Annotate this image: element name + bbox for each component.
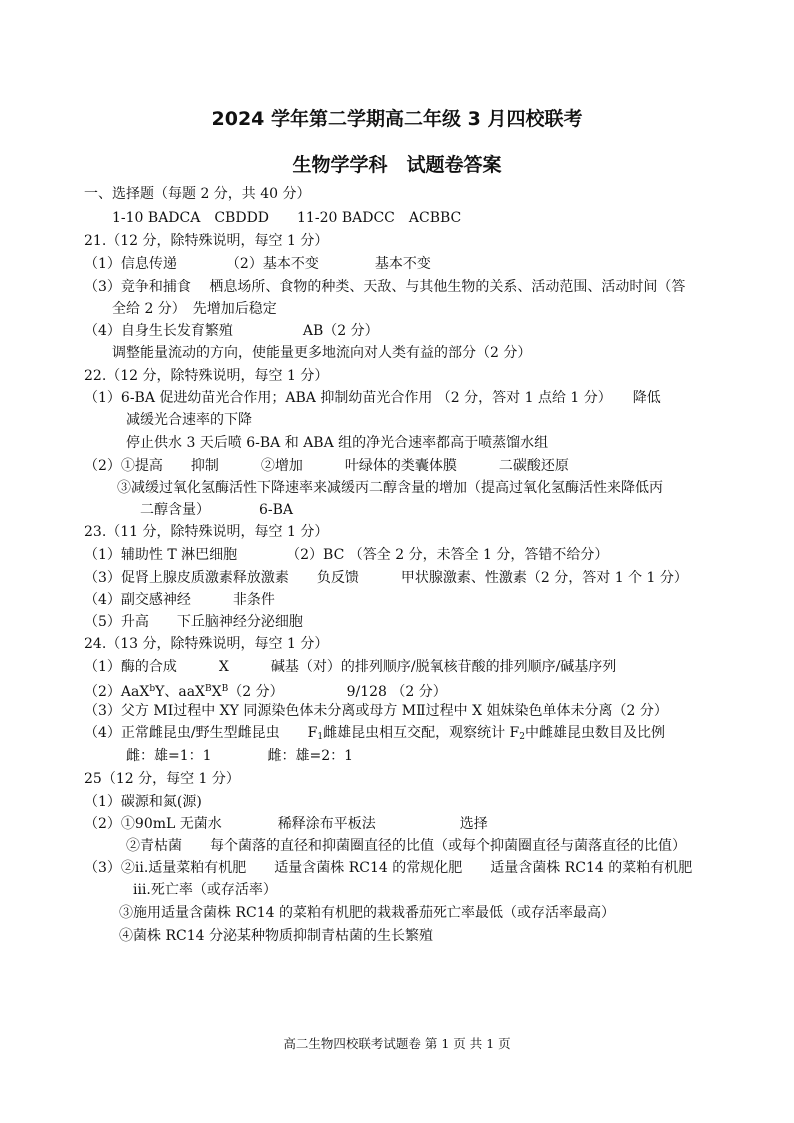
q25-answer-2a: （2）①90mL 无菌水 稀释涂布平板法 选择 [84,816,488,832]
q24-heading: 24.（13 分，除特殊说明，每空 1 分） [84,636,329,652]
q24-4-part: 中雌雄昆虫数目及比例 [524,725,665,741]
q25-heading: 25（12 分，每空 1 分） [84,771,240,787]
q24-4-part: （4）正常雌昆虫/野生型雌昆虫 F [84,725,318,741]
q25-answer-3c: ③施用适量含菌株 RC14 的菜粕有机肥的栽栽番茄死亡率最低（或存活率最高） [119,905,615,921]
page-footer: 高二生物四校联考试题卷 第 1 页 共 1 页 [283,1036,511,1051]
q25-answer-3d: ④菌株 RC14 分泌某种物质抑制青枯菌的生长繁殖 [119,928,433,944]
q24-4-sub: 2 [519,732,525,742]
q24-2-part: （2 分） 9/128 （2 分） [228,684,447,700]
q21-answer-1: （1）信息传递 （2）基本不变 基本不变 [84,256,431,272]
q24-2-sup: b [149,684,156,694]
q24-answer-1: （1）酶的合成 X 碱基（对）的排列顺序/脱氧核苷酸的排列顺序/碱基序列 [84,659,617,675]
section-choice-heading: 一、选择题（每题 2 分，共 40 分） [84,186,311,202]
q25-answer-1: （1）碳源和氮(源) [84,794,202,810]
q23-answer-5: （5）升高 下丘脑神经分泌细胞 [84,614,303,630]
document-title: 2024 学年第二学期高二年级 3 月四校联考 [211,108,583,130]
q23-answer-3: （3）促肾上腺皮质激素释放激素 负反馈 甲状腺激素、性激素（2 分，答对 1 个 1 分） [84,570,688,586]
q24-answer-2 [84,679,724,702]
q25-answer-3b: ⅲ.死亡率（或存活率） [133,882,277,898]
q21-answer-3b: 全给 2 分） 先增加后稳定 [112,301,277,317]
q24-answer-3: （3）父方 MⅠ过程中 XY 同源染色体未分离或母方 MⅡ过程中 X 姐妹染色单体未分离（2 分） [84,703,668,719]
document-subtitle: 生物学学科 试题卷答案 [292,154,502,176]
q24-4-sub: 1 [317,732,324,742]
q22-answer-2b: ③减缓过氧化氢酶活性下降速率来减缓丙二醇含量的增加（提高过氧化氢酶活性来降低丙 [117,480,663,496]
q24-4-part: 雌雄昆虫相互交配，观察统计 F [323,725,520,741]
q23-heading: 23.（11 分，除特殊说明，每空 1 分） [84,524,329,540]
q24-2-part: （2）AaX [84,684,150,700]
q22-answer-2c: 二醇含量） 6-BA [140,502,294,518]
q24-2-part: Y、aaX [155,684,206,700]
q22-answer-1a: （1）6-BA 促进幼苗光合作用；ABA 抑制幼苗光合作用 （2 分，答对 1 点给 1 分） 降低 [84,390,661,406]
q22-answer-1c: 停止供水 3 天后喷 6-BA 和 ABA 组的净光合速率都高于喷蒸馏水组 [126,435,549,451]
q24-answer-4 [84,723,724,747]
q25-answer-3a: （3）②ⅱ.适量菜粕有机肥 适量含菌株 RC14 的常规化肥 适量含菌株 RC14 的菜粕有机肥 [84,860,693,876]
q25-answer-2b: ②青枯菌 每个菌落的直径和抑菌圈直径的比值（或每个抑菌圈直径与菌落直径的比值） [126,838,686,854]
q24-answer-4b: 雌：雄=1：1 雌：雄=2：1 [126,748,354,764]
choice-answers: 1-10 BADCA CBDDD 11-20 BADCC ACBBC [112,210,462,226]
q21-answer-4: （4）自身生长发育繁殖 AB（2 分） [84,323,379,339]
q23-answer-4: （4）副交感神经 非条件 [84,592,275,608]
q22-answer-2a: （2）①提高 抑制 ②增加 叶绿体的类囊体膜 二碳酸还原 [84,458,569,474]
q24-2-part: X [211,684,222,700]
q22-answer-1b: 减缓光合速率的下降 [126,412,252,428]
q23-answer-1: （1）辅助性 T 淋巴细胞 （2）BC （答全 2 分，未答全 1 分，答错不给分） [84,547,609,563]
q24-2-sup: B [221,684,229,694]
q24-2-sup: B [205,684,212,694]
q22-heading: 22.（12 分，除特殊说明，每空 1 分） [84,368,329,384]
q21-heading: 21.（12 分，除特殊说明，每空 1 分） [84,233,329,249]
q21-answer-3a: （3）竞争和捕食 栖息场所、食物的种类、天敌、与其他生物的关系、活动范围、活动时间（答 [84,279,686,295]
q21-answer-4b: 调整能量流动的方向，使能量更多地流向对人类有益的部分（2 分） [112,345,532,361]
